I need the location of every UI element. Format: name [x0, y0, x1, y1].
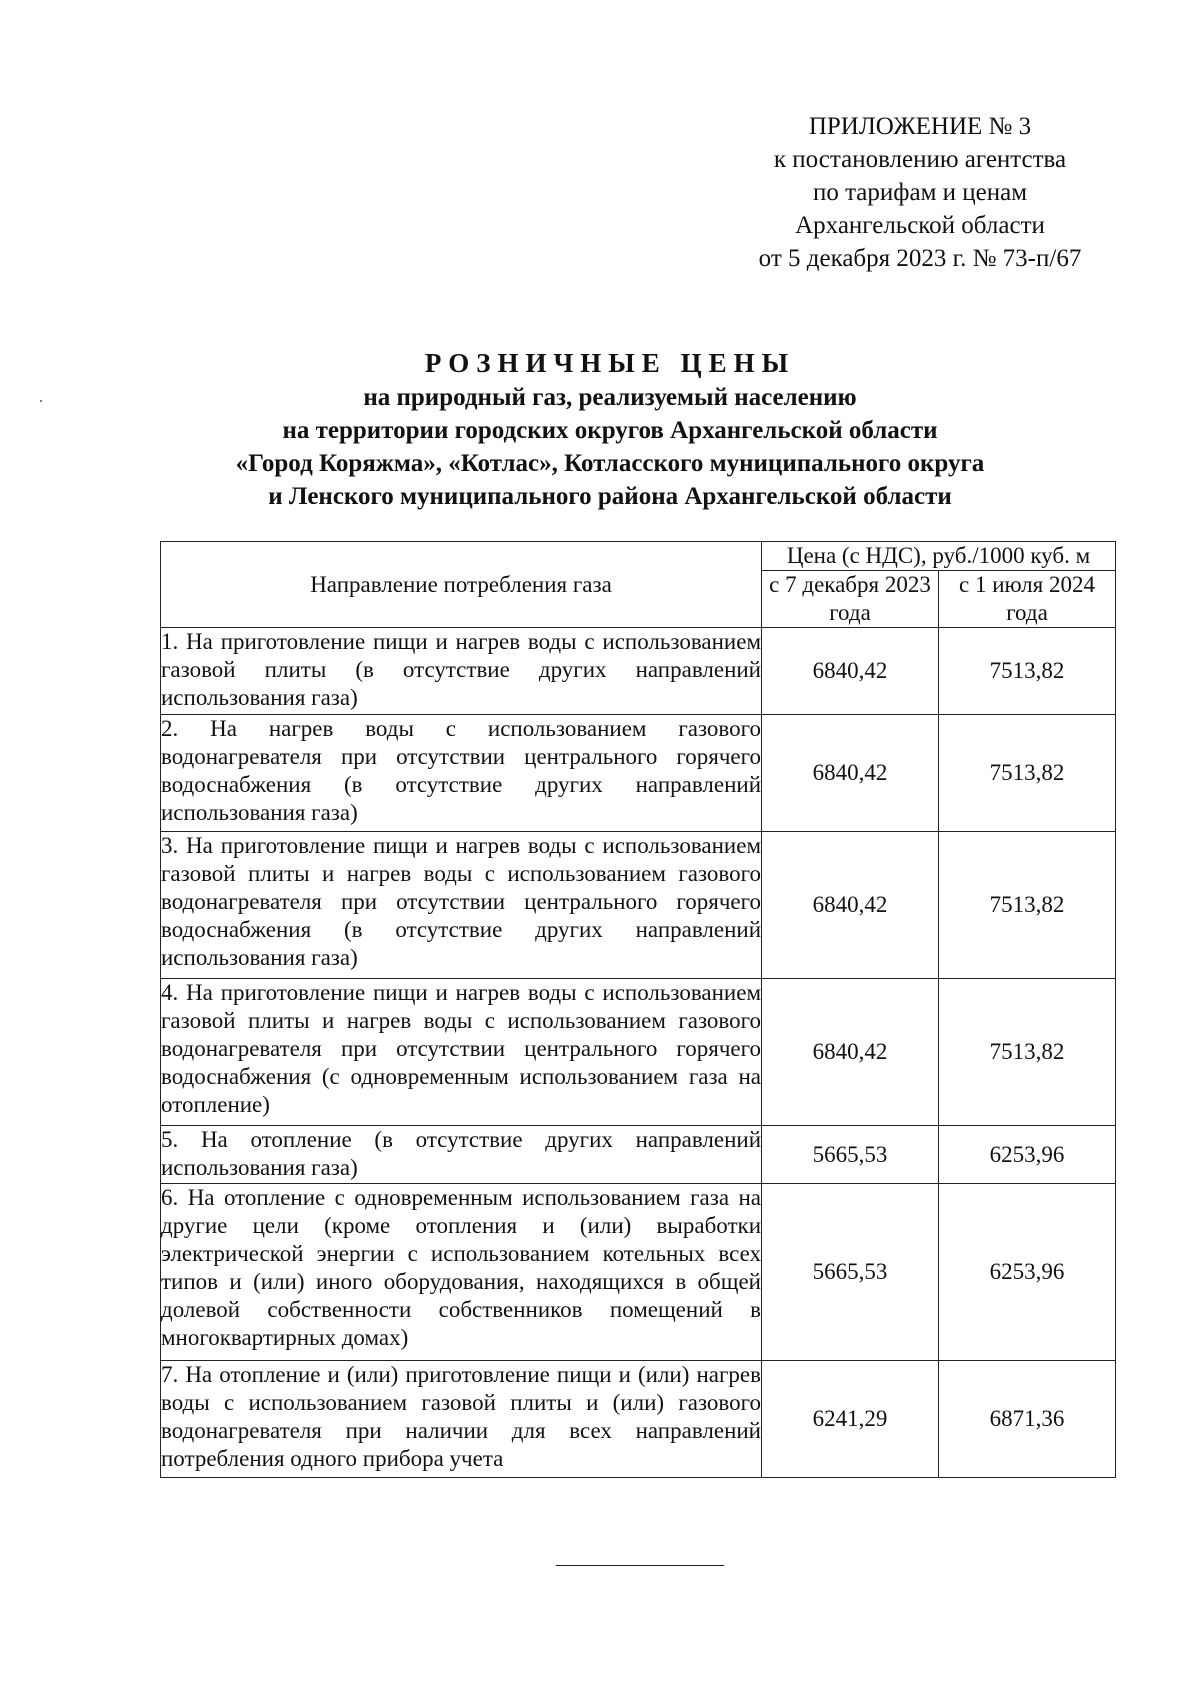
price-cell: 6871,36: [939, 1361, 1116, 1478]
price-cell: 6253,96: [939, 1126, 1116, 1184]
price-cell: 6840,42: [762, 979, 939, 1126]
appendix-line: к постановлению агентства: [773, 146, 1067, 173]
price-cell: 5665,53: [762, 1126, 939, 1184]
table-row: [161, 1126, 1116, 1184]
price-cell: 6840,42: [762, 832, 939, 979]
price-cell: 7513,82: [939, 628, 1116, 715]
table-row: [161, 1361, 1116, 1478]
date-column-header: с 7 декабря 2023 года: [762, 571, 939, 628]
price-cell: 7513,82: [939, 832, 1116, 979]
price-cell: 5665,53: [762, 1184, 939, 1361]
direction-column-header: Направление потребления газа: [161, 542, 762, 628]
price-cell: 7513,82: [939, 979, 1116, 1126]
price-cell: 6840,42: [762, 628, 939, 715]
direction-cell: 1. На приготовление пищи и нагрев воды с использованием газовой плиты (в отсутствие других направлений использования газа): [161, 628, 762, 715]
date-column-header: с 1 июля 2024 года: [939, 571, 1116, 628]
price-cell: 7513,82: [939, 715, 1116, 832]
direction-cell: 2. На нагрев воды с использованием газового водонагревателя при отсутствии центрального горячего водоснабжения (в отсутствие других направлений использования газа): [161, 715, 762, 832]
table-row: [161, 715, 1116, 832]
price-table: [160, 541, 1116, 1478]
appendix-line: Архангельской области: [795, 212, 1045, 239]
closing-divider: [556, 1565, 724, 1566]
scan-speck: [40, 400, 42, 402]
title-subtitle-line: и Ленского муниципального района Архангельской области: [268, 483, 952, 510]
table-row: [161, 628, 1116, 715]
table-row: [161, 1184, 1116, 1361]
document-title: [140, 345, 1080, 513]
table-header-row: [161, 542, 1116, 571]
price-cell: 6840,42: [762, 715, 939, 832]
table-row: [161, 979, 1116, 1126]
direction-cell: 6. На отопление с одновременным использованием газа на другие цели (кроме отопления и (или) выработки электрической энергии с использованием котельных всех типов и (или) иного оборудования, находящихся в общей долевой собственности собственников помещений в многоквартирных домах): [161, 1184, 762, 1361]
direction-cell: 3. На приготовление пищи и нагрев воды с использованием газовой плиты и нагрев воды с использованием газового водонагревателя при отсутствии центрального горячего водоснабжения (в отсутствие других направлений использования газа): [161, 832, 762, 979]
appendix-date-number: от 5 декабря 2023 г. № 73-п/67: [758, 245, 1082, 272]
direction-cell: 5. На отопление (в отсутствие других направлений использования газа): [161, 1126, 762, 1184]
price-cell: 6241,29: [762, 1361, 939, 1478]
direction-cell: 4. На приготовление пищи и нагрев воды с использованием газовой плиты и нагрев воды с использованием газового водонагревателя при отсутствии центрального горячего водоснабжения (с одновременным использованием газа на отопление): [161, 979, 762, 1126]
appendix-header: [700, 110, 1140, 275]
title-main: РОЗНИЧНЫЕ ЦЕНЫ: [424, 348, 796, 378]
appendix-line: по тарифам и ценам: [812, 179, 1028, 206]
appendix-title: ПРИЛОЖЕНИЕ № 3: [808, 113, 1032, 140]
title-subtitle-line: на территории городских округов Архангельской области: [282, 417, 938, 444]
table-row: [161, 832, 1116, 979]
price-cell: 6253,96: [939, 1184, 1116, 1361]
direction-cell: 7. На отопление и (или) приготовление пищи и (или) нагрев воды с использованием газовой плиты и (или) газового водонагревателя при наличии для всех направлений потребления одного прибора учета: [161, 1361, 762, 1478]
title-subtitle-line: на природный газ, реализуемый населению: [363, 384, 857, 411]
price-column-header: Цена (с НДС), руб./1000 куб. м: [762, 542, 1116, 571]
title-subtitle-line: «Город Коряжма», «Котлас», Котласского муниципального округа: [235, 450, 985, 477]
